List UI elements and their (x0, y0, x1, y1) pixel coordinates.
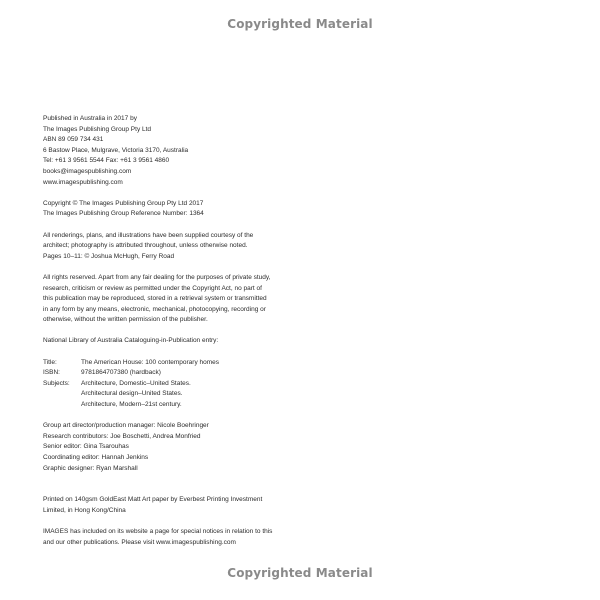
catalogue-title-key: Title: (43, 358, 57, 366)
printing-block (43, 495, 323, 516)
catalogue-isbn-key: ISBN: (43, 369, 60, 377)
credit-line: Senior editor: Gina Tsarouhas (43, 443, 129, 451)
notices-line: IMAGES has included on its website a page for special notices in relation to this (43, 528, 273, 536)
rights-line: All rights reserved. Apart from any fair dealing for the purposes of private study, (43, 273, 271, 281)
credit-line: Graphic designer: Ryan Marshall (43, 464, 138, 472)
publisher-line: Published in Australia in 2017 by (43, 115, 137, 122)
rights-block (43, 273, 323, 326)
credit-line: Coordinating editor: Hannah Jenkins (43, 454, 149, 461)
credits-block (43, 421, 323, 474)
catalogue-isbn-value: 9781864707380 (hardback) (81, 369, 161, 377)
rights-line: this publication may be reproduced, stored in a retrieval system or transmitted (43, 295, 267, 303)
catalogue-title-value: The American House: 100 contemporary homes (81, 358, 220, 366)
printing-line: Printed on 140gsm GoldEast Matt Art paper by Everbest Printing Investment (43, 496, 263, 504)
watermark-bottom: Copyrighted Material (227, 566, 373, 580)
credit-line: Research contributors: Joe Boschetti, Andrea Monfried (43, 432, 201, 440)
imprint-page (43, 114, 323, 548)
catalogue-subjects-row (43, 389, 323, 400)
renderings-line: All renderings, plans, and illustrations have been supplied courtesy of the (43, 231, 254, 239)
catalogue-title-row (43, 358, 323, 369)
notices-block (43, 527, 323, 548)
catalogue-block (43, 336, 323, 410)
publisher-line: Tel: +61 3 9561 5544 Fax: +61 3 9561 4860 (43, 157, 170, 165)
renderings-line: Pages 10–11: © Joshua McHugh, Ferry Road (43, 252, 175, 260)
publisher-line: 6 Bastow Place, Mulgrave, Victoria 3170, Australia (43, 146, 189, 154)
publisher-line: The Images Publishing Group Pty Ltd (43, 125, 152, 133)
notices-line: and our other publications. Please visit www.imagespublishing.com (43, 538, 236, 546)
copyright-line: The Images Publishing Group Reference Number: 1364 (43, 210, 204, 218)
renderings-block (43, 231, 323, 263)
renderings-line: architect; photography is attributed throughout, unless otherwise noted. (43, 242, 248, 250)
catalogue-subject: Architectural design–United States. (81, 390, 183, 398)
credit-line: Group art director/production manager: Nicole Boehringer (43, 422, 209, 430)
catalogue-heading: National Library of Australia Cataloguing-in-Publication entry: (43, 337, 219, 345)
publisher-email: books@imagespublishing.com (43, 167, 132, 175)
publisher-line: ABN 89 059 734 431 (43, 136, 104, 144)
catalogue-subjects-row (43, 400, 323, 411)
publisher-website: www.imagespublishing.com (43, 178, 123, 186)
printing-line: Limited, in Hong Kong/China (43, 506, 126, 514)
copyright-line: Copyright © The Images Publishing Group Pty Ltd 2017 (43, 199, 204, 207)
rights-line: in any form by any means, electronic, mechanical, photocopying, recording or (43, 305, 266, 313)
catalogue-subjects-row (43, 379, 323, 390)
catalogue-subjects-key: Subjects: (43, 379, 70, 387)
rights-line: otherwise, without the written permission of the publisher. (43, 316, 208, 324)
catalogue-subject: Architecture, Domestic–United States. (81, 379, 191, 387)
rights-line: research, criticism or review as permitted under the Copyright Act, no part of (43, 284, 262, 292)
publisher-block (43, 114, 323, 188)
catalogue-isbn-row (43, 368, 323, 379)
catalogue-subject: Architecture, Modern–21st century. (81, 401, 182, 409)
copyright-block (43, 199, 323, 220)
watermark-top: Copyrighted Material (227, 17, 373, 31)
